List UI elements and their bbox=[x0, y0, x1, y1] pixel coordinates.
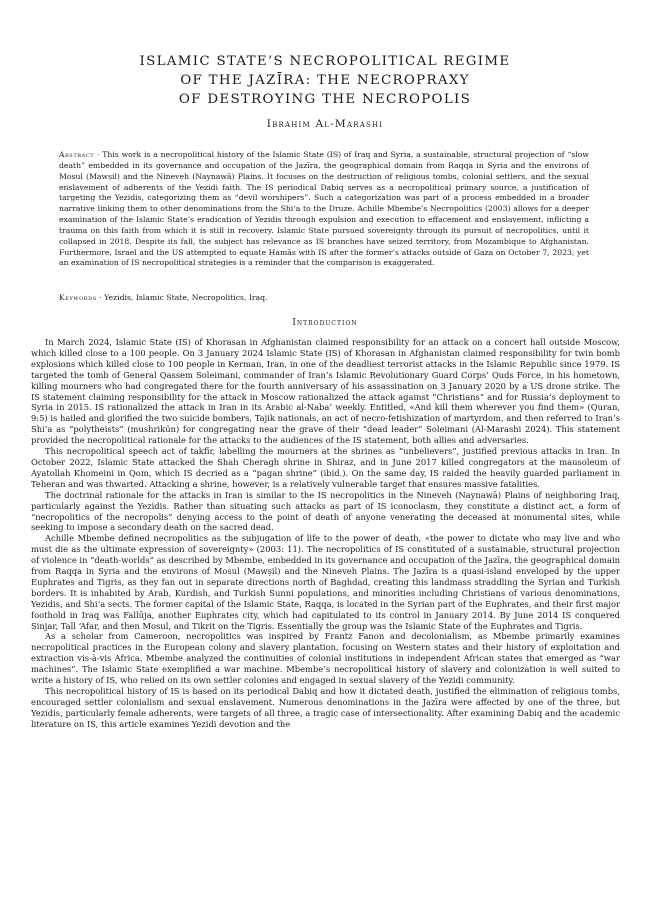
section-heading: Introduction bbox=[292, 318, 358, 328]
paper-title bbox=[60, 52, 590, 109]
abstract-label: Abstract bbox=[59, 150, 95, 159]
author-text: Ibrahim Al-Marashi bbox=[266, 118, 384, 130]
keywords-label: Keywords bbox=[59, 293, 97, 302]
paragraph: This necropolitical history of IS is based on its periodical Dabiq and how it dictated death, justified the elimination of religious tombs, encouraged settler colonialism and sexual enslavement. Numerous denominations in the Jazīra were affected by one of the three, but Yezidis, particularly female adherents, were targets of all three, a tragic case of intersectionality. After examining Dabiq and the academic literature on IS, this article examines Yezidi devotion and the bbox=[31, 686, 620, 729]
paragraph: This necropolitical speech act of takfīr, labelling the mourners at the shrines as “unbelievers”, justified previous attacks in Iran. In October 2022, Islamic State attacked the Shah Cheragh shrine in Shiraz, and in June 2017 killed congregators at the mausoleum of Ayatollah Khomeini in Qom, which IS decried as a “pagan shrine” (ibid.). On the same day, IS raided the heavily guarded parliament in Teheran and was thwarted. Attacking a shrine, however, is a relatively vulnerable target that ensures massive fatalities. bbox=[31, 446, 620, 489]
paragraph: Achille Mbembe defined necropolitics as the subjugation of life to the power of death, «the power to dictate who may live and who must die as the ultimate expression of sovereignty» (2003: 11). The necropolitics of IS constituted of a sustainable, structural projection of violence in “death-worlds” as described by Mbembe, embedded in its governance and occupation of the Jazīra, the geographical domain from Raqqa in Syria and the environs of Mosul (Mawṣil) and the Nineveh Plains. The Jazīra is a quasi-island enveloped by the upper Euphrates and Tigris, as they fan out in separate directions north of Baghdad, creating this landmass straddling the Syrian and Turkish borders. It is inhabited by Arab, Kurdish, and Turkish Sunni populations, and minorities including Christians of various denominations, Yezidis, and Shi‘a sects. The former capital of the Islamic State, Raqqa, is located in the Syrian part of the Euphrates, and their first major foothold in Iraq was Fallūja, another Euphrates city, which had capitulated to its control in January 2014. By June 2014 IS conquered Sinjar, Tall ‘Afar, and then Mosul, and Tikrit on the Tigris. Essentially the group was the Islamic State of the Euphrates and Tigris. bbox=[31, 533, 620, 631]
title-line: OF DESTROYING THE NECROPOLIS bbox=[178, 92, 472, 107]
author-name bbox=[60, 118, 590, 130]
keywords-text: · Yezidis, Islamic State, Necropolitics, Iraq. bbox=[99, 293, 268, 302]
paragraph: In March 2024, Islamic State (IS) of Khorasan in Afghanistan claimed responsibility for an attack on a concert hall outside Moscow, which killed close to a 100 people. On 3 January 2024 Islamic State (IS) of Khorasan in Afghanistan claimed responsibility for twin bomb explosions which killed close to 100 people in Kerman, Iran, in one of the deadliest terrorist attacks in the Islamic Republic since 1979. IS targeted the tomb of General Qassem Soleimani, commander of Iran’s Islamic Revolutionary Guard Corps’ Quds Force, in his hometown, killing mourners who had congregated there for the fourth anniversary of his assassination on 3 January 2020 by a US drone strike. The IS statement claiming responsibility for the attack in Moscow rationalized the attack against “Christians” and for Russia’s deployment to Syria in 2015. IS rationalized the attack in Iran in its Arabic al-Naba’ weekly. Entitled, «And kill them wherever you find them» (Quran, 9:5) is hailed and glorified the two suicide bombers, Tajik nationals, an act of necro-fetishization of martyrdom, and then referred to Iran’s Shi‘a as “polytheists” (mushrikūn) for congregating near the grave of their “dead leader” Soleimani (Al-Marashi 2024). This statement provided the necropolitical rationale for the attacks to the audiences of the IS statement, both allies and adversaries. bbox=[31, 337, 620, 446]
paragraph: The doctrinal rationale for the attacks in Iran is similar to the IS necropolitics in the Nineveh (Naynawā) Plains of neighboring Iraq, particularly against the Yezidis. Rather than situating such attacks as part of IS iconoclasm, they constitute a distinct act, a form of “necropolitics of the necropolis” denying access to the point of death of anyone venerating the deceased at monumental sites, while seeking to impose a secondary death on the sacred dead. bbox=[31, 489, 620, 533]
paragraph: As a scholar from Cameroon, necropolitics was inspired by Frantz Fanon and decolonialism, as Mbembe primarily examines necropolitical practices in the European colony and slavery plantation, focusing on Western states and their history of exploitation and extraction vis-à-vis Africa. Mbembe analyzed the continuities of colonial institutions in independent African states that emerged as “war machines”. The Islamic State exemplified a war machine. Mbembe’s necropolitical history of slavery and colonization is well suited to write a history of IS, who relied on its own settler colonies and engaged in sexual slavery of the Yezidi community. bbox=[31, 631, 620, 686]
title-line: OF THE JAZĪRA: THE NECROPRAXY bbox=[180, 73, 470, 88]
abstract-text: · This work is a necropolitical history of the Islamic State (IS) of Iraq and Syria, a sustainable, structural projection of “slow death” embedded in its governance and occupation of the Jazīra, the geographical domain from Raqqa in Syria and the environs of Mosul (Mawṣil) and the Nineveh (Naynawā) Plains. It focuses on the destruction of religious tombs, colonial settlers, and the sexual enslavement of adherents of the Yezidi faith. The IS periodical Dabiq serves as a necropolitical primary source, a justification of targeting the Yezidis, categorizing them as “devil worshipers”. Such a categorization was part of a process embedded in a broader narrative linking them to other denominations from the Shi‘a to the Druze. Achille Mbembe’s Necropolitics (2003) allows for a deeper examination of the Islamic State’s eradication of Yezidis through expulsion and execution to effacement and enslavement, inflicting a trauma on this faith from which it is still in recovery. Islamic State pursued sovereignty through its pursuit of necropolitics, until it collapsed in 2018. Despite its fall, the subject has relevance as IS branches have seized territory, from Mozambique to Afghanistan. Furthermore, Israel and the US attempted to equate Ḥamās with IS after the former’s attacks outside of Gaza on October 7, 2023, yet an examination of IS necropolitical strategies is a reminder that the comparison is exaggerated. bbox=[59, 150, 589, 268]
title-line: ISLAMIC STATE’S NECROPOLITICAL REGIME bbox=[139, 54, 511, 69]
body-text bbox=[31, 337, 620, 730]
keywords bbox=[59, 292, 589, 303]
abstract bbox=[59, 150, 589, 269]
